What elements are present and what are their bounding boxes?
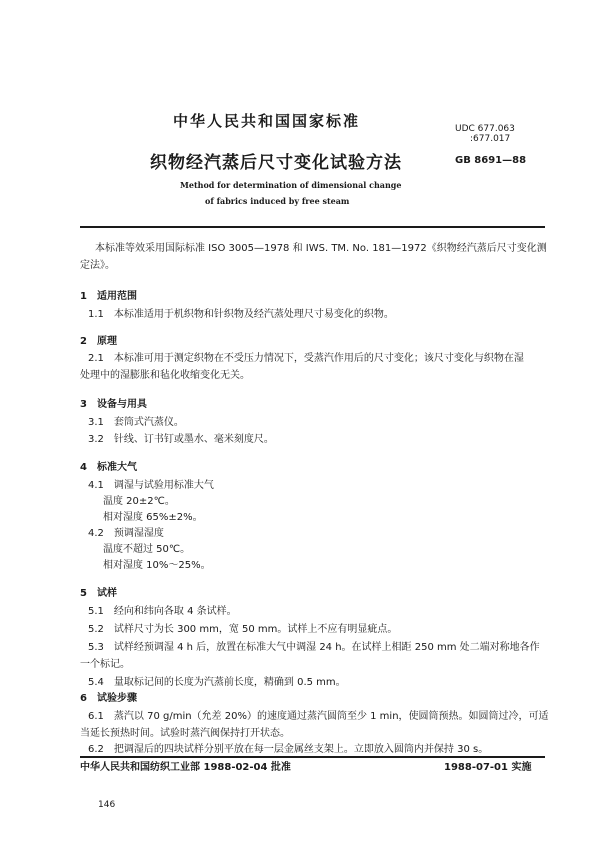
udc-code: UDC 677.063 (455, 124, 515, 134)
clause-4-1: 4.1 调湿与试验用标准大气 (88, 480, 214, 491)
intro-paragraph-line-2: 定法》。 (80, 260, 115, 271)
clause-5-3-line-1: 5.3 试样经预调湿 4 h 后，放置在标准大气中调湿 24 h。在试样上相距 250 mm 处二端对称地各作 (88, 642, 540, 653)
clause-2-1-line-1: 2.1 本标准可用于测定织物在不受压力情况下，受蒸汽作用后的尺寸变化；该尺寸变化与织物在湿 (88, 353, 524, 364)
clause-6-2: 6.2 把调湿后的四块试样分别平放在每一层金属丝支架上。立即放入圆筒内并保持 30 s。 (88, 744, 489, 755)
issuing-authority: 中华人民共和国国家标准 (173, 112, 361, 130)
udc-code-secondary: :677.017 (470, 134, 511, 144)
approval-statement: 中华人民共和国纺织工业部 1988-02-04 批准 (80, 762, 291, 773)
clause-4-2: 4.2 预调湿湿度 (88, 528, 164, 539)
clause-4-2-humidity: 相对湿度 10%～25%。 (103, 560, 211, 571)
english-title-line-1: Method for determination of dimensional change (180, 180, 402, 190)
clause-5-3-line-2: 一个标记。 (80, 659, 130, 670)
clause-3-1: 3.1 套筒式汽蒸仪。 (88, 417, 184, 428)
header-divider (80, 226, 545, 228)
clause-6-1-line-2: 当延长预热时间。试验时蒸汽阀保持打开状态。 (80, 728, 290, 739)
clause-2-1-line-2: 处理中的湿膨胀和毡化收缩变化无关。 (80, 370, 250, 381)
section-heading-3: 3 设备与用具 (80, 399, 147, 410)
section-heading-2: 2 原理 (80, 336, 117, 347)
clause-6-1-line-1: 6.1 蒸汽以 70 g/min（允差 20%）的速度通过蒸汽圆筒至少 1 min，使圆筒预热。如圆筒过冷，可适 (88, 711, 549, 722)
standard-number: GB 8691—88 (455, 155, 527, 166)
clause-4-1-temperature: 温度 20±2℃。 (103, 496, 175, 507)
clause-1-1: 1.1 本标准适用于机织物和针织物及经汽蒸处理尺寸易变化的织物。 (88, 309, 394, 320)
clause-4-2-temperature: 温度不超过 50℃。 (103, 544, 191, 555)
section-heading-6: 6 试验步骤 (80, 693, 137, 704)
section-heading-5: 5 试样 (80, 588, 117, 599)
section-heading-4: 4 标准大气 (80, 462, 137, 473)
clause-4-1-humidity: 相对湿度 65%±2%。 (103, 512, 203, 523)
effective-date: 1988-07-01 实施 (444, 762, 532, 773)
document-title: 织物经汽蒸后尺寸变化试验方法 (150, 153, 402, 173)
clause-3-2: 3.2 针线、订书钉或墨水、毫米刻度尺。 (88, 434, 274, 445)
intro-paragraph-line-1: 本标准等效采用国际标准 ISO 3005—1978 和 IWS. TM. No. 181—1972《织物经汽蒸后尺寸变化测 (95, 243, 547, 254)
clause-5-4: 5.4 量取标记间的长度为汽蒸前长度，精确到 0.5 mm。 (88, 677, 346, 688)
section-heading-1: 1 适用范围 (80, 291, 137, 302)
clause-5-2: 5.2 试样尺寸为长 300 mm，宽 50 mm。试样上不应有明显疵点。 (88, 624, 398, 635)
english-title-line-2: of fabrics induced by free steam (205, 196, 350, 206)
page-number: 146 (98, 800, 116, 810)
clause-5-1: 5.1 经向和纬向各取 4 条试样。 (88, 606, 237, 617)
